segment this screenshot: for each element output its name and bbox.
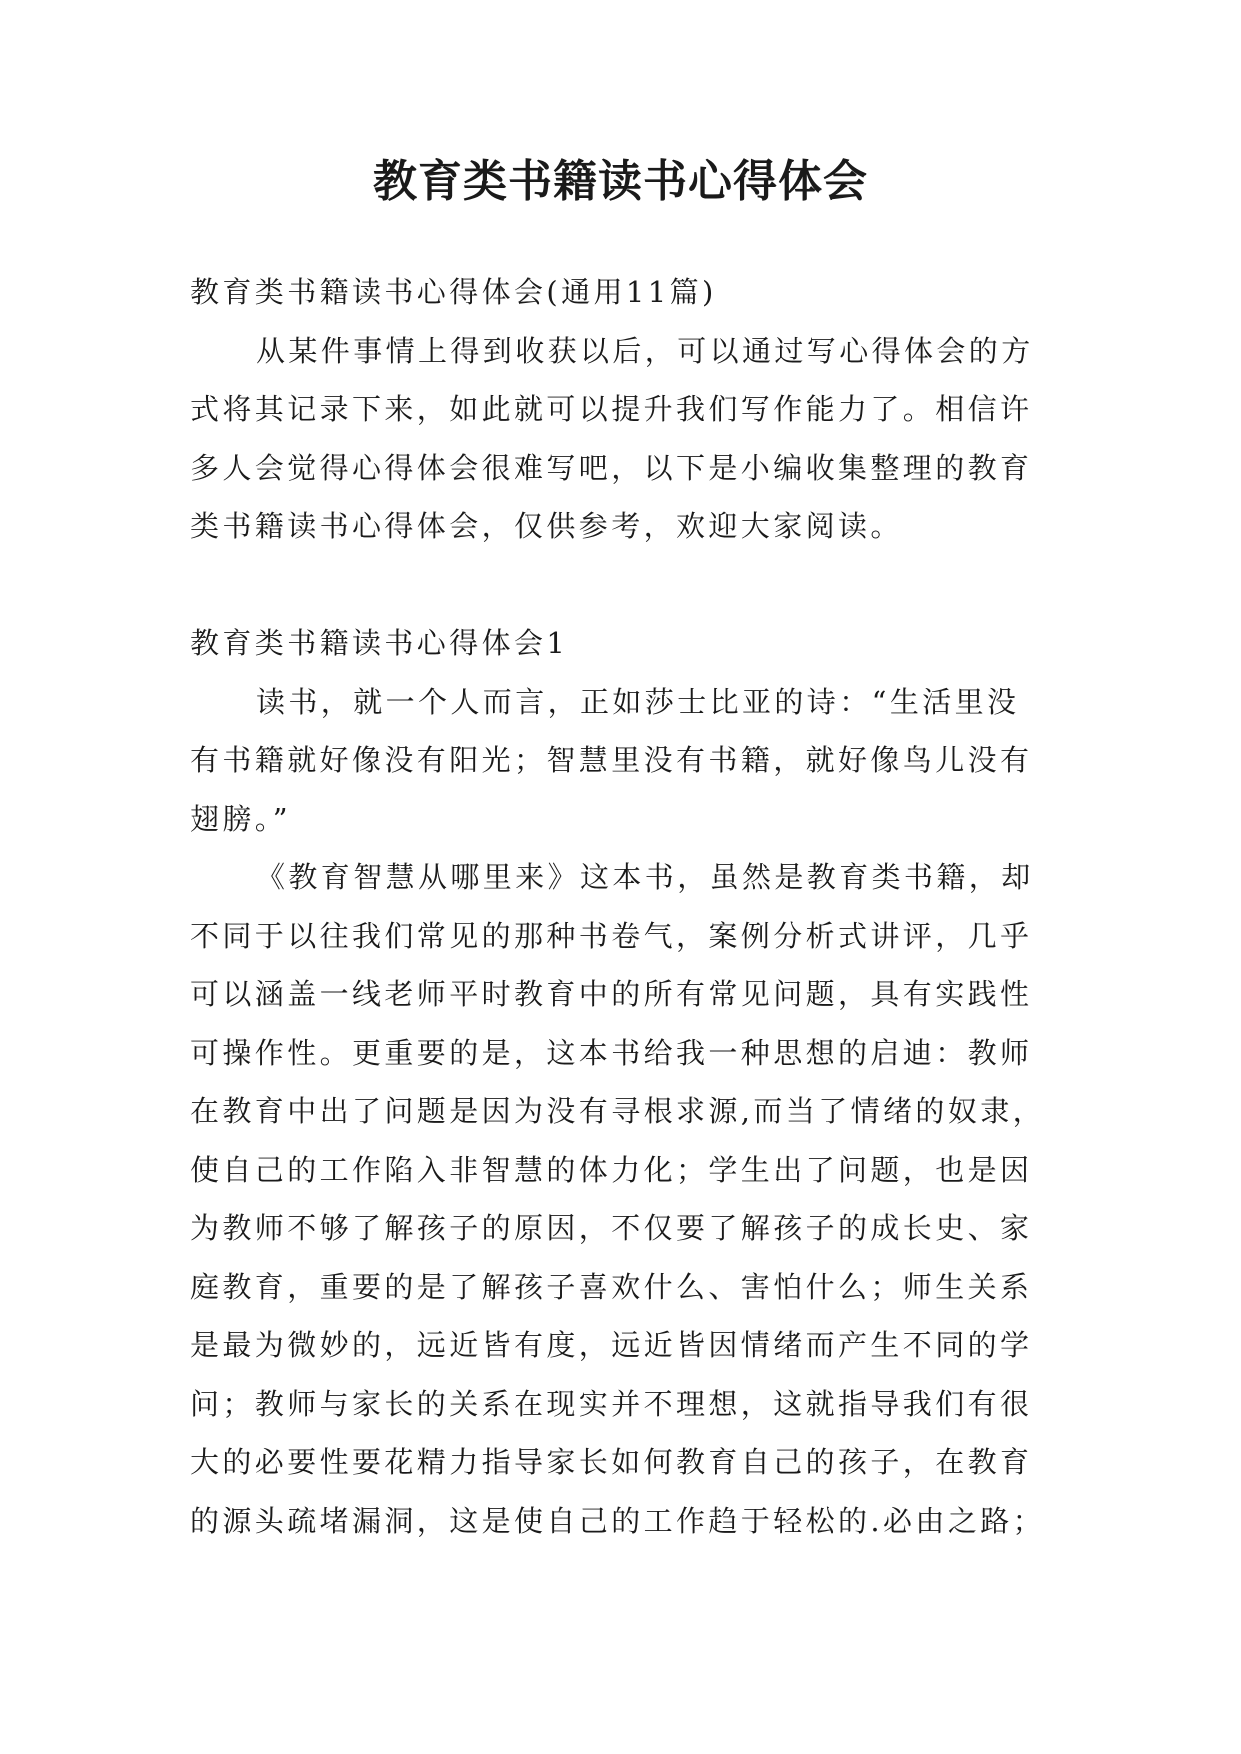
paragraph-line: 读书，就一个人而言，正如莎士比亚的诗：“生活里没 bbox=[256, 684, 1020, 719]
document-title: 教育类书籍读书心得体会 bbox=[373, 156, 868, 207]
intro-line: 类书籍读书心得体会，仅供参考，欢迎大家阅读。 bbox=[190, 509, 903, 543]
paragraph-line: 可以涵盖一线老师平时教育中的所有常见问题，具有实践性 bbox=[190, 977, 1033, 1011]
paragraph-line: 是最为微妙的，远近皆有度，远近皆因情绪而产生不同的学 bbox=[190, 1328, 1033, 1362]
intro-line: 式将其记录下来，如此就可以提升我们写作能力了。相信许 bbox=[190, 392, 1033, 426]
section-heading: 教育类书籍读书心得体会1 bbox=[190, 626, 569, 660]
paragraph-line: 可操作性。更重要的是，这本书给我一种思想的启迪：教师 bbox=[190, 1035, 1033, 1070]
paragraph-line: 使自己的工作陷入非智慧的体力化；学生出了问题，也是因 bbox=[190, 1152, 1033, 1187]
paragraph-line: 翅膀。” bbox=[190, 801, 291, 836]
paragraph-line: 为教师不够了解孩子的原因，不仅要了解孩子的成长史、家 bbox=[190, 1211, 1033, 1245]
paragraph-line: 有书籍就好像没有阳光；智慧里没有书籍，就好像鸟儿没有 bbox=[190, 743, 1033, 777]
paragraph-line: 大的必要性要花精力指导家长如何教育自己的孩子，在教育 bbox=[190, 1445, 1033, 1479]
document-body bbox=[190, 263, 1052, 1550]
paragraph-line: 在教育中出了问题是因为没有寻根求源,而当了情绪的奴隶， bbox=[190, 1094, 1046, 1128]
paragraph-line: 问；教师与家长的关系在现实并不理想，这就指导我们有很 bbox=[190, 1386, 1033, 1421]
intro-line: 多人会觉得心得体会很难写吧，以下是小编收集整理的教育 bbox=[190, 450, 1033, 485]
paragraph-line: 不同于以往我们常见的那种书卷气，案例分析式讲评，几乎 bbox=[190, 918, 1033, 953]
intro-line: 从某件事情上得到收获以后，可以通过写心得体会的方 bbox=[256, 333, 1034, 368]
document-subtitle: 教育类书籍读书心得体会(通用11篇) bbox=[190, 275, 717, 309]
paragraph-line: 《教育智慧从哪里来》这本书，虽然是教育类书籍，却 bbox=[256, 860, 1034, 894]
paragraph-line: 的源头疏堵漏洞，这是使自己的工作趋于轻松的.必由之路； bbox=[190, 1503, 1046, 1538]
paragraph-line: 庭教育，重要的是了解孩子喜欢什么、害怕什么；师生关系 bbox=[190, 1269, 1033, 1304]
section-spacer bbox=[190, 556, 1052, 615]
